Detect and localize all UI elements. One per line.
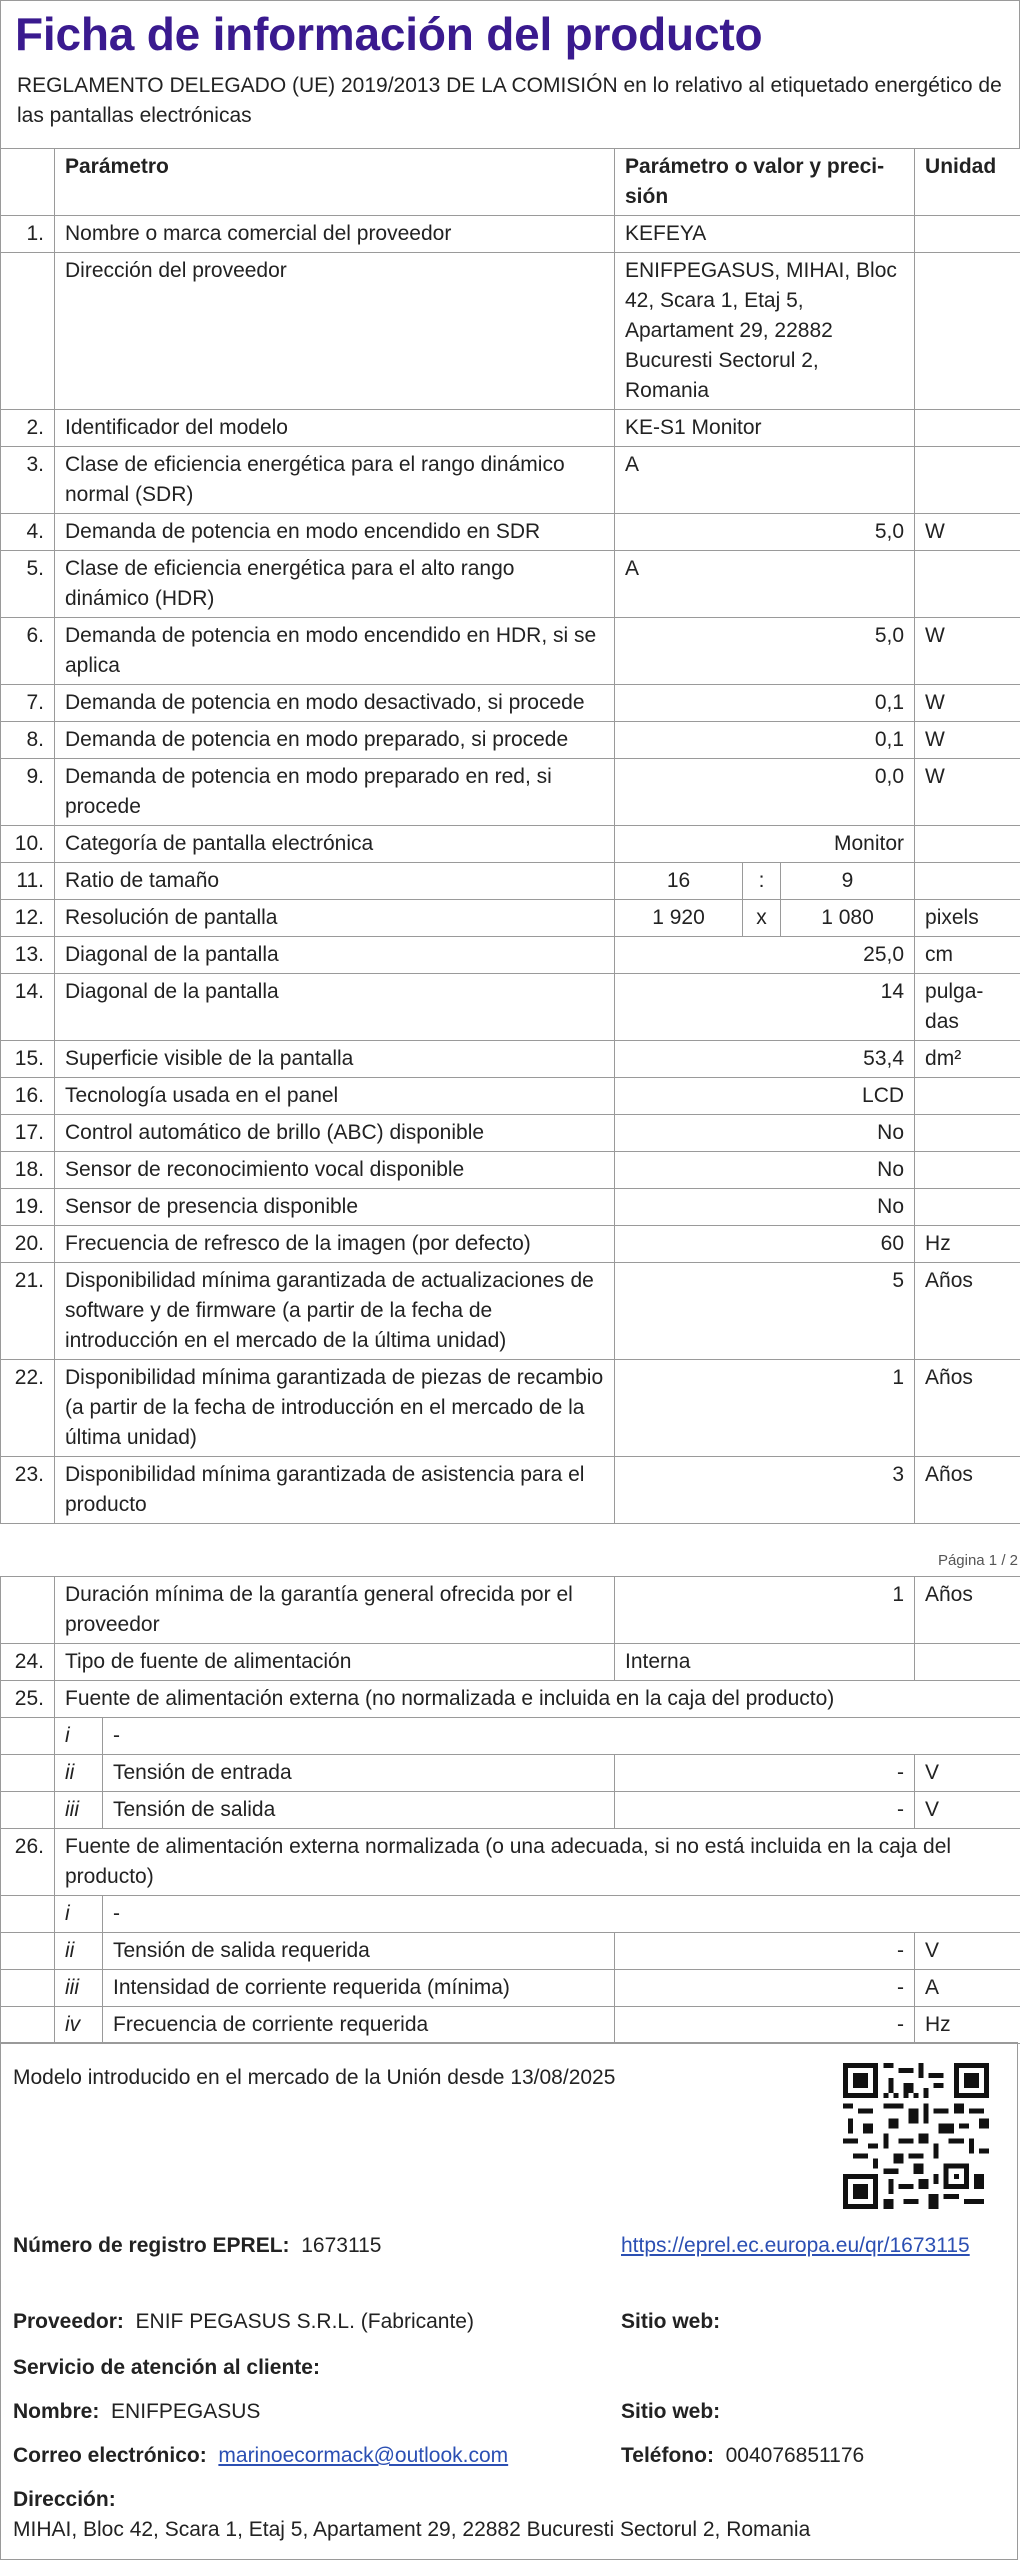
row-value: No — [615, 1152, 915, 1189]
row-value: 60 — [615, 1226, 915, 1263]
subrow-parameter: Tensión de salida — [103, 1792, 615, 1829]
row-value: A — [615, 447, 915, 514]
row-number: 14. — [1, 974, 55, 1041]
row-unit — [915, 216, 1020, 253]
subrow-value: - — [615, 1970, 915, 2007]
ratio-separator: : — [743, 863, 781, 900]
subrow-roman: i — [55, 1718, 103, 1755]
table-row — [1, 618, 1020, 685]
row-parameter: Nombre o marca comercial del proveedor — [55, 216, 615, 253]
row-parameter: Clase de eficiencia energética para el alto rango dinámico (HDR) — [55, 551, 615, 618]
row-number: 20. — [1, 1226, 55, 1263]
row-parameter: Resolución de pantalla — [55, 900, 615, 937]
ratio-height: 9 — [781, 863, 915, 900]
row-parameter: Tipo de fuente de alimentación — [55, 1644, 615, 1681]
row-value: 14 — [615, 974, 915, 1041]
subrow-parameter: Tensión de salida requerida — [103, 1933, 615, 1970]
row-parameter: Fuente de alimentación externa (no normalizada e incluida en la caja del producto) — [55, 1681, 1020, 1718]
row-parameter: Demanda de potencia en modo preparado en red, si procede — [55, 759, 615, 826]
row-number — [1, 1970, 55, 2007]
table-row — [1, 1829, 1020, 1896]
table-row — [1, 826, 1020, 863]
row-unit: cm — [915, 937, 1020, 974]
row-unit: pulga-das — [915, 974, 1020, 1041]
row-unit: W — [915, 685, 1020, 722]
row-number — [1, 1755, 55, 1792]
header-value: Parámetro o valor y preci-sión — [615, 149, 915, 216]
row-value: 5 — [615, 1263, 915, 1360]
row-number: 7. — [1, 685, 55, 722]
row-parameter: Categoría de pantalla electrónica — [55, 826, 615, 863]
row-number — [1, 1933, 55, 1970]
website-label: Sitio web: — [621, 2310, 721, 2333]
row-unit: W — [915, 618, 1020, 685]
row-value: 5,0 — [615, 514, 915, 551]
eprel-link[interactable]: https://eprel.ec.europa.eu/qr/1673115 — [621, 2234, 970, 2257]
row-unit — [915, 1115, 1020, 1152]
row-unit — [915, 551, 1020, 618]
row-value: KEFEYA — [615, 216, 915, 253]
row-value: LCD — [615, 1078, 915, 1115]
row-number: 24. — [1, 1644, 55, 1681]
row-value: 25,0 — [615, 937, 915, 974]
row-parameter: Clase de eficiencia energética para el rango dinámico normal (SDR) — [55, 447, 615, 514]
row-unit: Años — [915, 1360, 1020, 1457]
row-value: 1 — [615, 1360, 915, 1457]
row-number — [1, 253, 55, 410]
subrow-parameter: Intensidad de corriente requerida (mínima) — [103, 1970, 615, 2007]
row-unit: dm² — [915, 1041, 1020, 1078]
row-number — [1, 1792, 55, 1829]
customer-service-label: Servicio de atención al cliente: — [13, 2356, 320, 2379]
supplier-value: ENIF PEGASUS S.R.L. (Fabricante) — [135, 2310, 474, 2333]
row-number: 12. — [1, 900, 55, 937]
row-unit: Años — [915, 1577, 1020, 1644]
header-number — [1, 149, 55, 216]
supplier-label: Proveedor: — [13, 2310, 124, 2333]
row-number: 6. — [1, 618, 55, 685]
row-number: 23. — [1, 1457, 55, 1524]
row-parameter: Fuente de alimentación externa normalizada (o una adecuada, si no está incluida en la caja del producto) — [55, 1829, 1020, 1896]
name-value: ENIFPEGASUS — [111, 2400, 261, 2423]
row-unit — [915, 1152, 1020, 1189]
table-row — [1, 900, 1020, 937]
row-unit: pixels — [915, 900, 1020, 937]
row-number: 10. — [1, 826, 55, 863]
page-title: Ficha de información del producto — [15, 8, 763, 60]
row-parameter: Control automático de brillo (ABC) disponible — [55, 1115, 615, 1152]
table-row — [1, 551, 1020, 618]
subrow-unit: V — [915, 1792, 1020, 1829]
table-row — [1, 1457, 1020, 1524]
row-parameter: Tecnología usada en el panel — [55, 1078, 615, 1115]
row-value: No — [615, 1189, 915, 1226]
contact-name-row — [13, 2397, 260, 2427]
table-row — [1, 1681, 1020, 1718]
header-unit: Unidad — [915, 149, 1020, 216]
row-value: Interna — [615, 1644, 915, 1681]
regulation-subtitle: REGLAMENTO DELEGADO (UE) 2019/2013 DE LA COMISIÓN en lo relativo al etiquetado energético de las pantallas electrónicas — [17, 74, 1002, 127]
table-row — [1, 1755, 1020, 1792]
row-number: 2. — [1, 410, 55, 447]
row-parameter: Disponibilidad mínima garantizada de piezas de recambio (a partir de la fecha de introducción en el mercado de la última unidad) — [55, 1360, 615, 1457]
table-row — [1, 1226, 1020, 1263]
row-number: 21. — [1, 1263, 55, 1360]
row-number: 25. — [1, 1681, 55, 1718]
row-number: 13. — [1, 937, 55, 974]
row-parameter: Disponibilidad mínima garantizada de actualizaciones de software y de firmware (a partir de la fecha de introducción en el mercado de la última unidad) — [55, 1263, 615, 1360]
subrow-value: - — [615, 1792, 915, 1829]
row-unit: Hz — [915, 1226, 1020, 1263]
eprel-value: 1673115 — [301, 2234, 382, 2257]
row-unit: Años — [915, 1263, 1020, 1360]
row-unit — [915, 1644, 1020, 1681]
row-number — [1, 1896, 55, 1933]
row-parameter: Duración mínima de la garantía general ofrecida por el proveedor — [55, 1577, 615, 1644]
table-row — [1, 685, 1020, 722]
row-unit: Años — [915, 1457, 1020, 1524]
row-number: 22. — [1, 1360, 55, 1457]
row-parameter: Demanda de potencia en modo preparado, si procede — [55, 722, 615, 759]
resolution-height: 1 080 — [781, 900, 915, 937]
subrow-parameter: - — [103, 1718, 1020, 1755]
document-header — [0, 0, 1020, 149]
subrow-value: - — [615, 1933, 915, 1970]
row-number: 16. — [1, 1078, 55, 1115]
row-parameter: Sensor de reconocimiento vocal disponible — [55, 1152, 615, 1189]
email-row — [13, 2441, 508, 2471]
subrow-unit: V — [915, 1933, 1020, 1970]
row-number: 18. — [1, 1152, 55, 1189]
subrow-roman: iii — [55, 1970, 103, 2007]
address-label: Dirección: — [13, 2488, 116, 2511]
table-row — [1, 216, 1020, 253]
table-row — [1, 1152, 1020, 1189]
row-number: 9. — [1, 759, 55, 826]
row-parameter: Demanda de potencia en modo desactivado, si procede — [55, 685, 615, 722]
row-number: 8. — [1, 722, 55, 759]
email-link[interactable]: marinoecormack@outlook.com — [218, 2444, 509, 2467]
eprel-row — [13, 2231, 381, 2261]
row-value: 0,1 — [615, 685, 915, 722]
address-value: MIHAI, Bloc 42, Scara 1, Etaj 5, Apartament 29, 22882 Bucuresti Sectorul 2, Romania — [13, 2518, 811, 2541]
subrow-roman: ii — [55, 1755, 103, 1792]
table-row — [1, 1933, 1020, 1970]
subrow-parameter: Tensión de entrada — [103, 1755, 615, 1792]
header-parameter: Parámetro — [55, 149, 615, 216]
market-intro-text: Modelo introducido en el mercado de la Unión desde 13/08/2025 — [13, 2066, 616, 2089]
table-row — [1, 1360, 1020, 1457]
parameters-table-page1 — [0, 148, 1020, 1524]
row-unit — [915, 1078, 1020, 1115]
row-parameter: Demanda de potencia en modo encendido en SDR — [55, 514, 615, 551]
row-unit — [915, 253, 1020, 410]
qr-code-icon[interactable] — [843, 2063, 989, 2209]
row-value: 5,0 — [615, 618, 915, 685]
resolution-width: 1 920 — [615, 900, 743, 937]
row-parameter: Dirección del proveedor — [55, 253, 615, 410]
row-unit — [915, 863, 1020, 900]
row-parameter: Ratio de tamaño — [55, 863, 615, 900]
row-value: 0,1 — [615, 722, 915, 759]
parameters-table-page2 — [0, 1576, 1020, 2044]
row-value: 53,4 — [615, 1041, 915, 1078]
subrow-roman: iii — [55, 1792, 103, 1829]
row-unit: W — [915, 722, 1020, 759]
row-number: 15. — [1, 1041, 55, 1078]
row-number: 5. — [1, 551, 55, 618]
table-row — [1, 1970, 1020, 2007]
row-number: 1. — [1, 216, 55, 253]
row-number: 19. — [1, 1189, 55, 1226]
subrow-unit: V — [915, 1755, 1020, 1792]
row-parameter: Identificador del modelo — [55, 410, 615, 447]
row-number — [1, 1718, 55, 1755]
phone-label: Teléfono: — [621, 2444, 714, 2467]
subrow-unit: Hz — [915, 2007, 1020, 2044]
name-label: Nombre: — [13, 2400, 100, 2423]
row-number: 17. — [1, 1115, 55, 1152]
table-row — [1, 1896, 1020, 1933]
row-unit — [915, 447, 1020, 514]
row-value: Monitor — [615, 826, 915, 863]
row-value: ENIFPEGASUS, MIHAI, Bloc 42, Scara 1, Etaj 5, Apartament 29, 22882 Bucuresti Sectorul 2, Romania — [615, 253, 915, 410]
subrow-parameter: Frecuencia de corriente requerida — [103, 2007, 615, 2044]
row-parameter: Sensor de presencia disponible — [55, 1189, 615, 1226]
ratio-width: 16 — [615, 863, 743, 900]
supplier-row — [13, 2307, 474, 2337]
table-row — [1, 2007, 1020, 2044]
table-row — [1, 1792, 1020, 1829]
table-row — [1, 974, 1020, 1041]
row-parameter: Disponibilidad mínima garantizada de asistencia para el producto — [55, 1457, 615, 1524]
table-row — [1, 253, 1020, 410]
row-unit: W — [915, 759, 1020, 826]
subrow-parameter: - — [103, 1896, 1020, 1933]
row-number — [1, 1577, 55, 1644]
row-number: 11. — [1, 863, 55, 900]
email-label: Correo electrónico: — [13, 2444, 207, 2467]
row-number: 26. — [1, 1829, 55, 1896]
table-row — [1, 1577, 1020, 1644]
row-value: No — [615, 1115, 915, 1152]
row-parameter: Diagonal de la pantalla — [55, 937, 615, 974]
table-row — [1, 1115, 1020, 1152]
subrow-value: - — [615, 1755, 915, 1792]
table-row — [1, 1041, 1020, 1078]
row-value: A — [615, 551, 915, 618]
table-row — [1, 447, 1020, 514]
subrow-value: - — [615, 2007, 915, 2044]
table-row — [1, 1718, 1020, 1755]
supplier-info-box — [0, 2042, 1018, 2560]
page-number: Página 1 / 2 — [937, 1552, 1018, 1569]
phone-value: 004076851176 — [725, 2444, 865, 2467]
table-row — [1, 863, 1020, 900]
row-value: 3 — [615, 1457, 915, 1524]
row-number: 4. — [1, 514, 55, 551]
row-number — [1, 2007, 55, 2044]
row-unit — [915, 826, 1020, 863]
table-row — [1, 937, 1020, 974]
subrow-roman: ii — [55, 1933, 103, 1970]
subrow-roman: iv — [55, 2007, 103, 2044]
row-number: 3. — [1, 447, 55, 514]
row-value: KE-S1 Monitor — [615, 410, 915, 447]
table-row — [1, 1263, 1020, 1360]
table-row — [1, 514, 1020, 551]
eprel-label: Número de registro EPREL: — [13, 2234, 290, 2257]
row-unit: W — [915, 514, 1020, 551]
row-parameter: Demanda de potencia en modo encendido en HDR, si se aplica — [55, 618, 615, 685]
subrow-roman: i — [55, 1896, 103, 1933]
table-row — [1, 722, 1020, 759]
row-value: 0,0 — [615, 759, 915, 826]
row-parameter: Superficie visible de la pantalla — [55, 1041, 615, 1078]
row-unit — [915, 1189, 1020, 1226]
row-unit — [915, 410, 1020, 447]
table-row — [1, 759, 1020, 826]
resolution-separator: x — [743, 900, 781, 937]
table-header-row — [1, 149, 1020, 216]
table-row — [1, 1189, 1020, 1226]
table-row — [1, 1644, 1020, 1681]
row-parameter: Frecuencia de refresco de la imagen (por defecto) — [55, 1226, 615, 1263]
row-parameter: Diagonal de la pantalla — [55, 974, 615, 1041]
website2-label: Sitio web: — [621, 2400, 721, 2423]
subrow-unit: A — [915, 1970, 1020, 2007]
phone-row — [621, 2441, 864, 2471]
row-value: 1 — [615, 1577, 915, 1644]
table-row — [1, 1078, 1020, 1115]
table-row — [1, 410, 1020, 447]
